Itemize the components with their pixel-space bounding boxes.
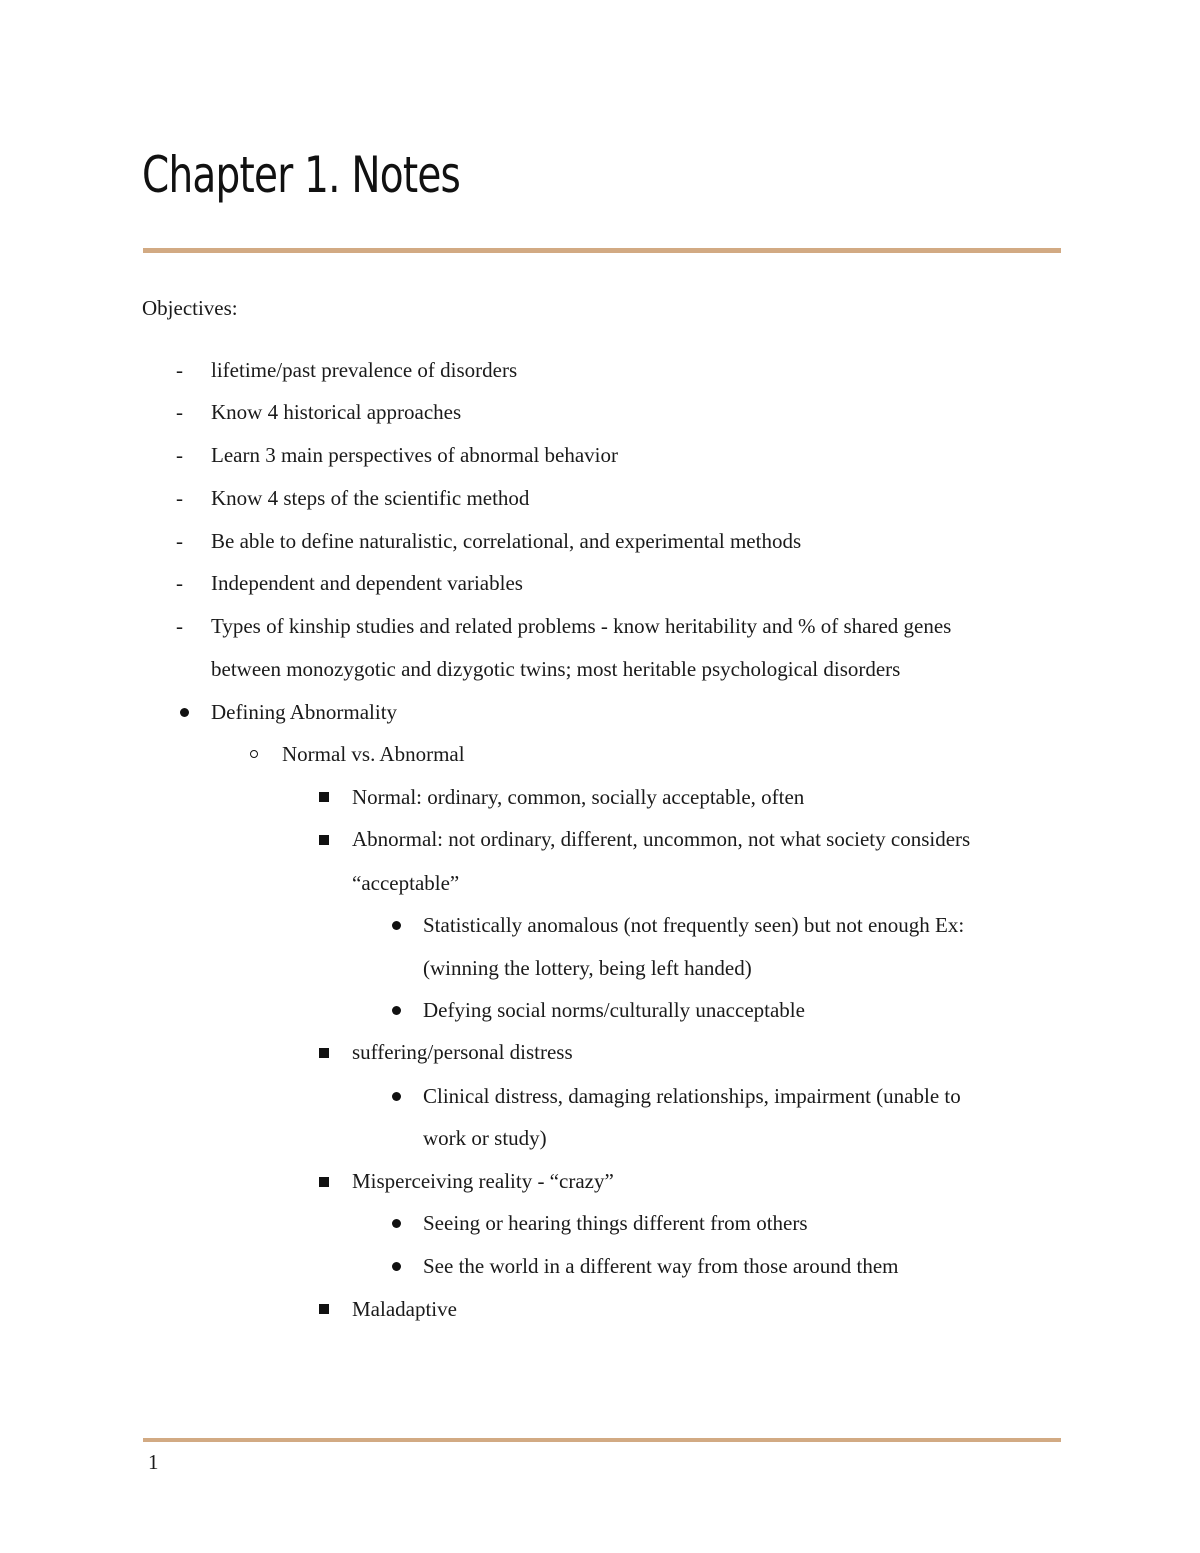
dash-marker: - xyxy=(176,400,183,424)
bullet-disc-icon xyxy=(180,708,189,717)
objective-item: Types of kinship studies and related problems - know heritability and % of shared genes xyxy=(211,614,952,638)
page-title: Chapter 1. Notes xyxy=(142,146,461,204)
outline-l3-item-continued: “acceptable” xyxy=(352,871,460,895)
objectives-label: Objectives: xyxy=(142,296,238,320)
page-number: 1 xyxy=(148,1450,159,1474)
outline-l1-item: Defining Abnormality xyxy=(211,700,398,724)
dash-marker: - xyxy=(176,443,183,467)
outline-l4-item: See the world in a different way from those around them xyxy=(423,1254,899,1278)
outline-l4-item-continued: (winning the lottery, being left handed) xyxy=(423,956,752,980)
objective-item: Learn 3 main perspectives of abnormal behavior xyxy=(211,443,619,467)
outline-l4-item-continued: work or study) xyxy=(423,1126,547,1150)
outline-l2-item: Normal vs. Abnormal xyxy=(282,742,465,766)
bullet-disc-icon xyxy=(392,1262,401,1271)
bullet-disc-icon xyxy=(392,921,401,930)
outline-l4-item: Statistically anomalous (not frequently seen) but not enough Ex: xyxy=(423,913,965,937)
bullet-square-icon xyxy=(319,1048,329,1058)
bullet-disc-icon xyxy=(392,1219,401,1228)
bullet-square-icon xyxy=(319,835,329,845)
outline-l3-item: Maladaptive xyxy=(352,1297,457,1321)
outline-l3-item: suffering/personal distress xyxy=(352,1040,573,1064)
bullet-square-icon xyxy=(319,792,329,802)
header-rule xyxy=(143,248,1061,253)
outline-l3-item: Misperceiving reality - “crazy” xyxy=(352,1169,614,1193)
outline-l3-item: Normal: ordinary, common, socially acceptable, often xyxy=(352,785,805,809)
dash-marker: - xyxy=(176,614,183,638)
bullet-square-icon xyxy=(319,1304,329,1314)
outline-l4-item: Defying social norms/culturally unacceptable xyxy=(423,998,805,1022)
objective-item: Know 4 historical approaches xyxy=(211,400,462,424)
objective-item: lifetime/past prevalence of disorders xyxy=(211,358,518,382)
dash-marker: - xyxy=(176,571,183,595)
objective-item-continued: between monozygotic and dizygotic twins; most heritable psychological disorders xyxy=(211,657,901,681)
bullet-circle-icon xyxy=(250,750,258,758)
bullet-disc-icon xyxy=(392,1006,401,1015)
objective-item: Know 4 steps of the scientific method xyxy=(211,486,530,510)
bullet-disc-icon xyxy=(392,1092,401,1101)
outline-l3-item: Abnormal: not ordinary, different, uncommon, not what society considers xyxy=(352,827,971,851)
dash-marker: - xyxy=(176,358,183,382)
objective-item: Be able to define naturalistic, correlational, and experimental methods xyxy=(211,529,802,553)
footer-rule xyxy=(143,1438,1061,1442)
outline-l4-item: Clinical distress, damaging relationships, impairment (unable to xyxy=(423,1084,961,1108)
bullet-square-icon xyxy=(319,1177,329,1187)
outline-l4-item: Seeing or hearing things different from others xyxy=(423,1211,808,1235)
dash-marker: - xyxy=(176,486,183,510)
objective-item: Independent and dependent variables xyxy=(211,571,523,595)
dash-marker: - xyxy=(176,529,183,553)
